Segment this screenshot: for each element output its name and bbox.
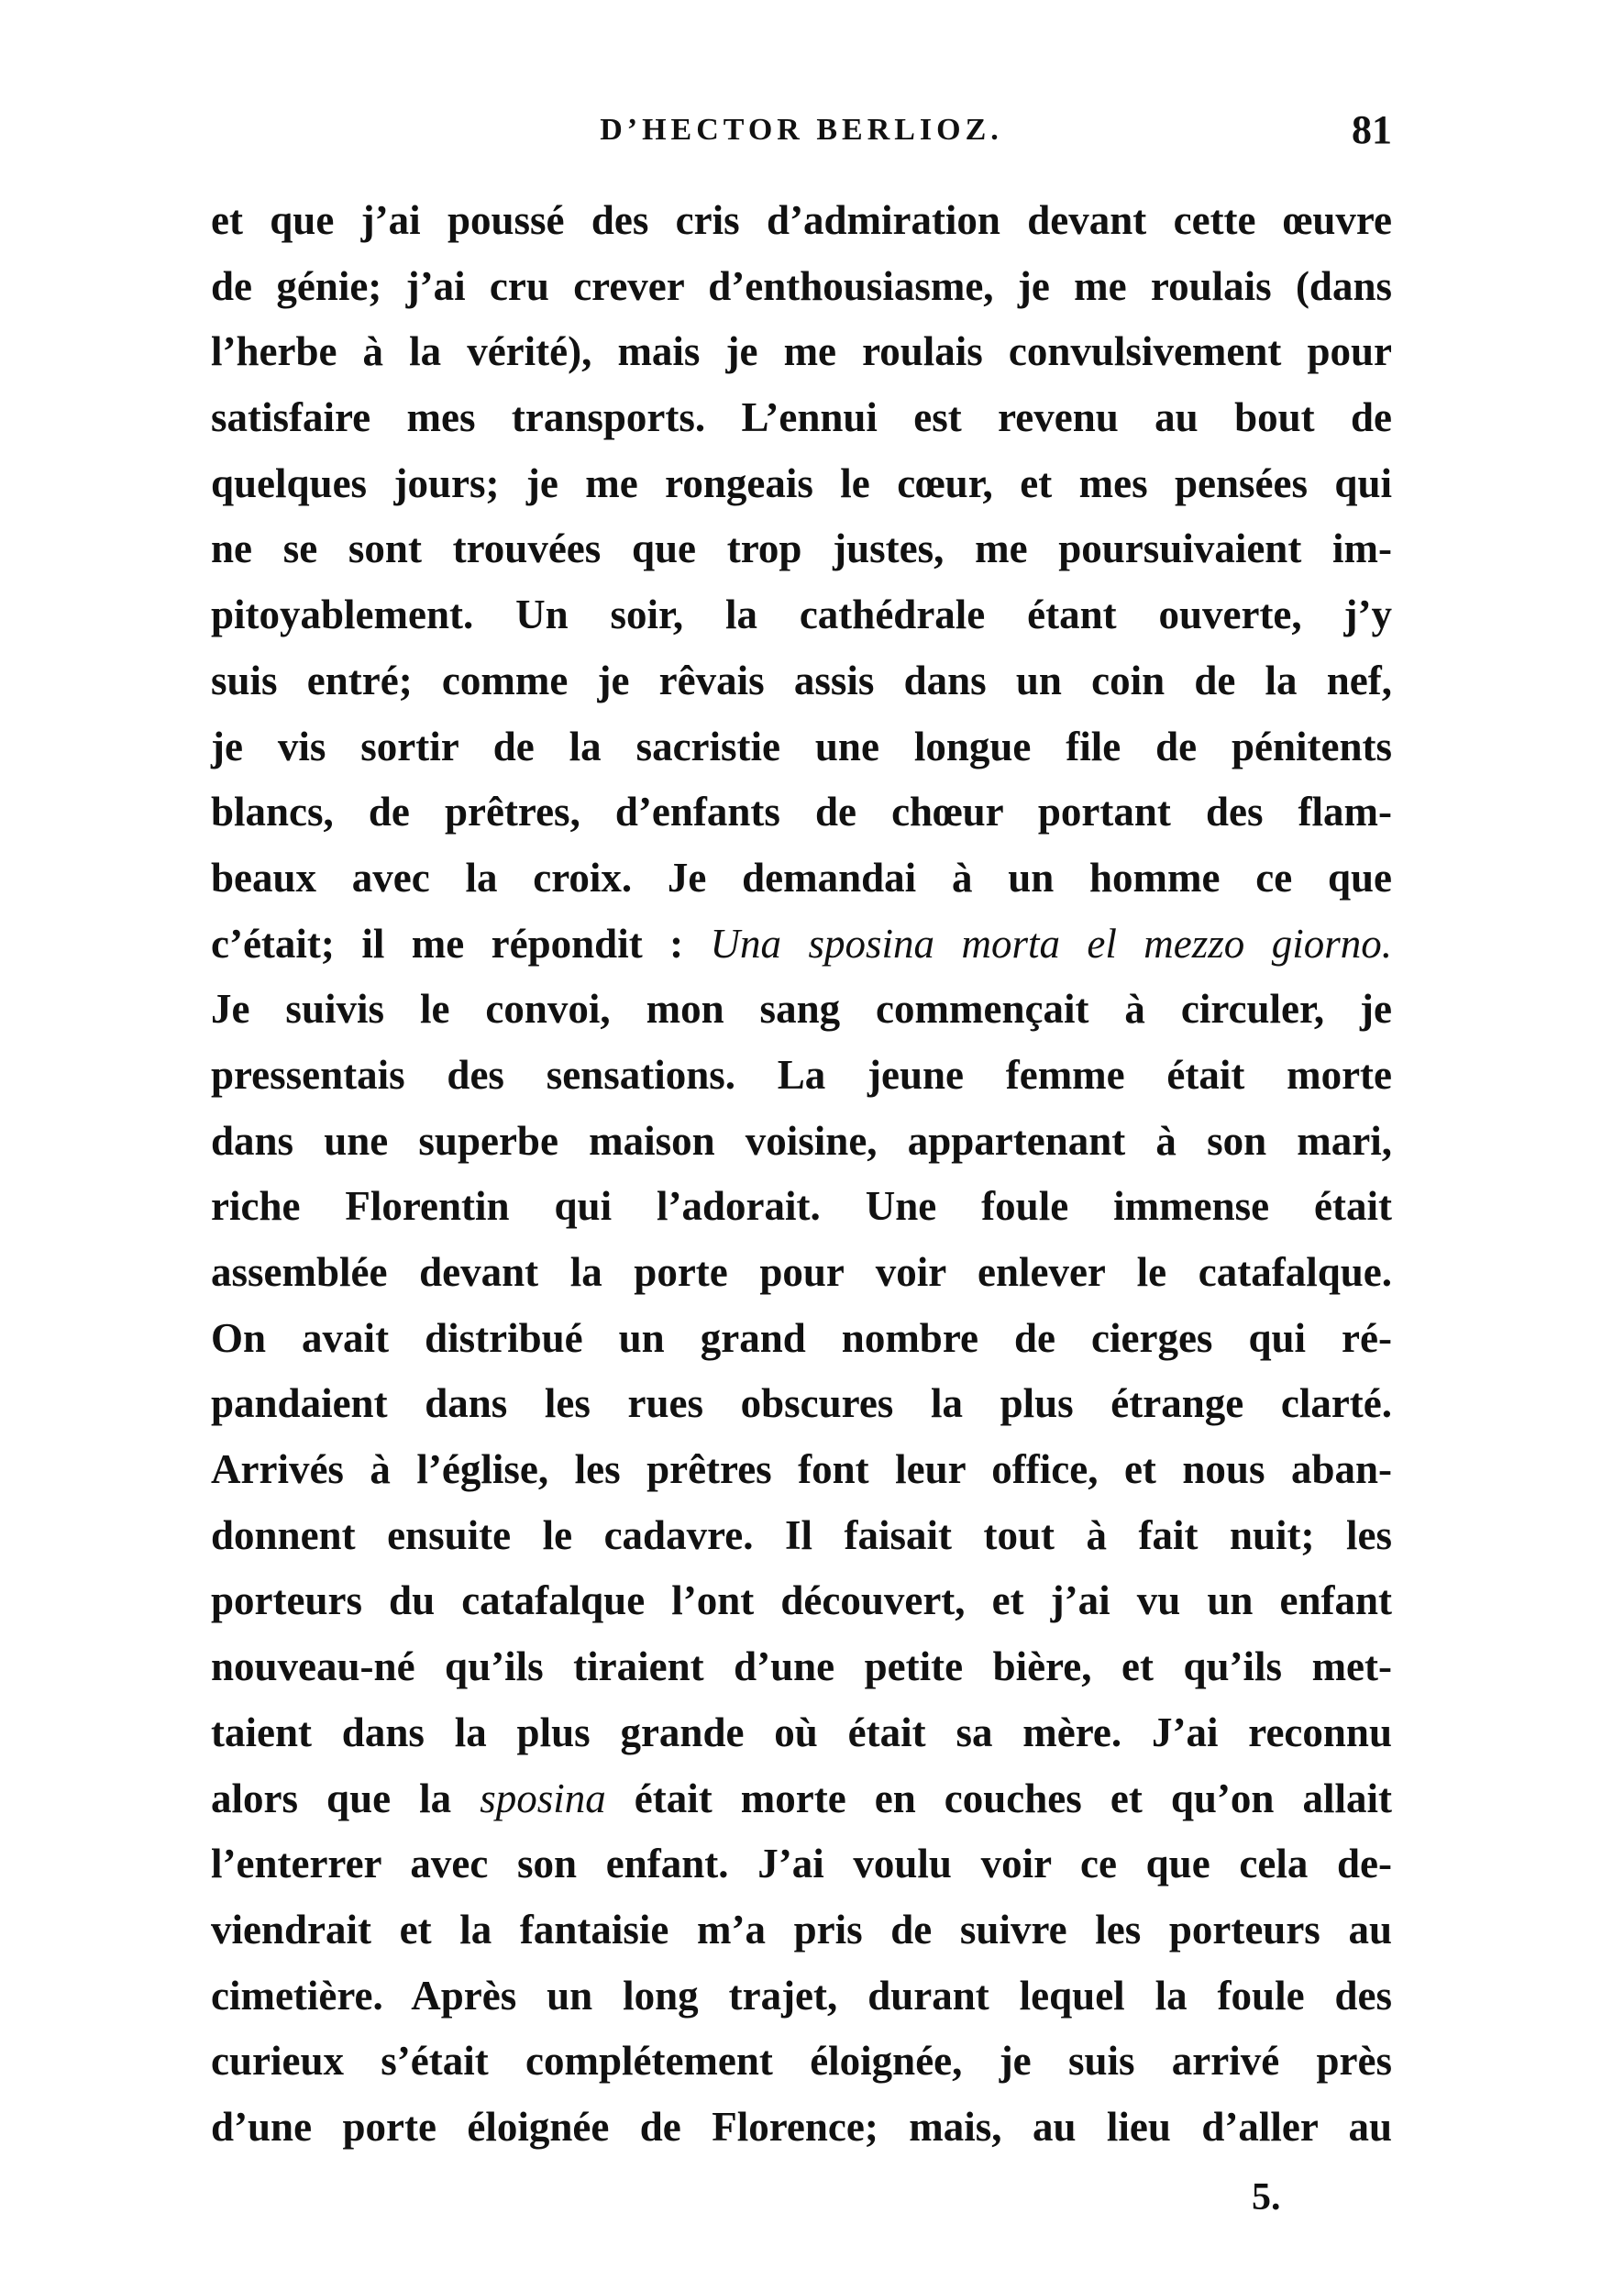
text-line: [211, 912, 1392, 978]
text-segment: Je suivis le convoi, mon sang commençait à circuler, je: [211, 986, 1392, 1033]
text-line: [211, 1371, 1392, 1437]
text-line: [211, 451, 1392, 517]
text-line: [211, 1174, 1392, 1240]
text-segment: beaux avec la croix. Je demandai à un homme ce que: [211, 854, 1392, 901]
text-segment: ne se sont trouvées que trop justes, me poursuivaient im-: [211, 525, 1392, 572]
text-line: [211, 1043, 1392, 1109]
text-segment: suis entré; comme je rêvais assis dans un coin de la nef,: [211, 657, 1392, 703]
text-line: [211, 516, 1392, 582]
text-segment: c’était; il me répondit :: [211, 920, 711, 967]
text-segment: pressentais des sensations. La jeune femme était morte: [211, 1051, 1392, 1098]
text-line: [211, 714, 1392, 780]
text-segment: On avait distribué un grand nombre de cierges qui ré-: [211, 1314, 1392, 1361]
text-line: [211, 385, 1392, 451]
text-segment: riche Florentin qui l’adorait. Une foule immense était: [211, 1183, 1392, 1230]
text-segment: curieux s’était complétement éloignée, je suis arrivé près: [211, 2038, 1392, 2085]
text-line: [211, 1897, 1392, 1964]
text-line: [211, 1437, 1392, 1503]
text-segment: viendrait et la fantaisie m’a pris de suivre les porteurs au: [211, 1906, 1392, 1953]
signature-mark: 5.: [1252, 2176, 1281, 2218]
text-segment: de génie; j’ai cru crever d’enthousiasme, je me roulais (dans: [211, 262, 1392, 309]
text-segment: l’enterrer avec son enfant. J’ai voulu voir ce que cela de-: [211, 1841, 1392, 1887]
text-segment: je vis sortir de la sacristie une longue file de pénitents: [211, 723, 1392, 769]
running-head: [211, 103, 1392, 158]
text-line: [211, 319, 1392, 385]
text-segment: assemblée devant la porte pour voir enlever le catafalque.: [211, 1249, 1392, 1295]
text-segment: donnent ensuite le cadavre. Il faisait tout à fait nuit; les: [211, 1511, 1392, 1558]
text-segment: taient dans la plus grande où était sa mère. J’ai reconnu: [211, 1709, 1392, 1755]
text-line: [211, 2095, 1392, 2161]
text-line: [211, 1634, 1392, 1700]
text-line: [211, 188, 1392, 254]
text-line: [211, 1964, 1392, 2030]
text-segment: cimetière. Après un long trajet, durant lequel la foule des: [211, 1972, 1392, 2019]
text-line: [211, 1109, 1392, 1175]
text-line: [211, 648, 1392, 714]
text-segment: pandaient dans les rues obscures la plus étrange clarté.: [211, 1380, 1392, 1427]
text-segment: l’herbe à la vérité), mais je me roulais convulsivement pour: [211, 328, 1392, 375]
text-segment: quelques jours; je me rongeais le cœur, et mes pensées qui: [211, 459, 1392, 506]
text-segment: était morte en couches et qu’on allait: [605, 1775, 1392, 1821]
text-line: [211, 254, 1392, 320]
text-line: [211, 1831, 1392, 1897]
running-title: D’HECTOR BERLIOZ.: [600, 113, 1003, 147]
text-segment: blancs, de prêtres, d’enfants de chœur portant des flam-: [211, 789, 1392, 835]
text-segment: satisfaire mes transports. L’ennui est revenu au bout de: [211, 394, 1392, 441]
text-line: [211, 846, 1392, 912]
text-segment: d’une porte éloignée de Florence; mais, au lieu d’aller au: [211, 2103, 1392, 2150]
text-line: [211, 780, 1392, 846]
italic-text: Una sposina morta el mezzo giorno.: [710, 920, 1392, 967]
text-segment: porteurs du catafalque l’ont découvert, et j’ai vu un enfant: [211, 1577, 1392, 1624]
text-line: [211, 1766, 1392, 1832]
text-line: [211, 1700, 1392, 1766]
text-line: [211, 582, 1392, 648]
text-segment: dans une superbe maison voisine, appartenant à son mari,: [211, 1117, 1392, 1164]
text-segment: nouveau-né qu’ils tiraient d’une petite bière, et qu’ils met-: [211, 1643, 1392, 1690]
text-line: [211, 1568, 1392, 1634]
body-text: [211, 188, 1392, 2161]
text-line: [211, 2029, 1392, 2095]
page-number: 81: [1352, 107, 1392, 152]
text-line: [211, 1240, 1392, 1306]
text-line: [211, 1306, 1392, 1372]
text-segment: pitoyablement. Un soir, la cathédrale étant ouverte, j’y: [211, 592, 1392, 638]
text-line: [211, 977, 1392, 1043]
text-line: [211, 1503, 1392, 1569]
text-segment: Arrivés à l’église, les prêtres font leur office, et nous aban-: [211, 1446, 1392, 1493]
italic-text: sposina: [480, 1775, 606, 1821]
text-segment: et que j’ai poussé des cris d’admiration devant cette œuvre: [211, 197, 1392, 243]
text-segment: alors que la: [211, 1775, 481, 1821]
